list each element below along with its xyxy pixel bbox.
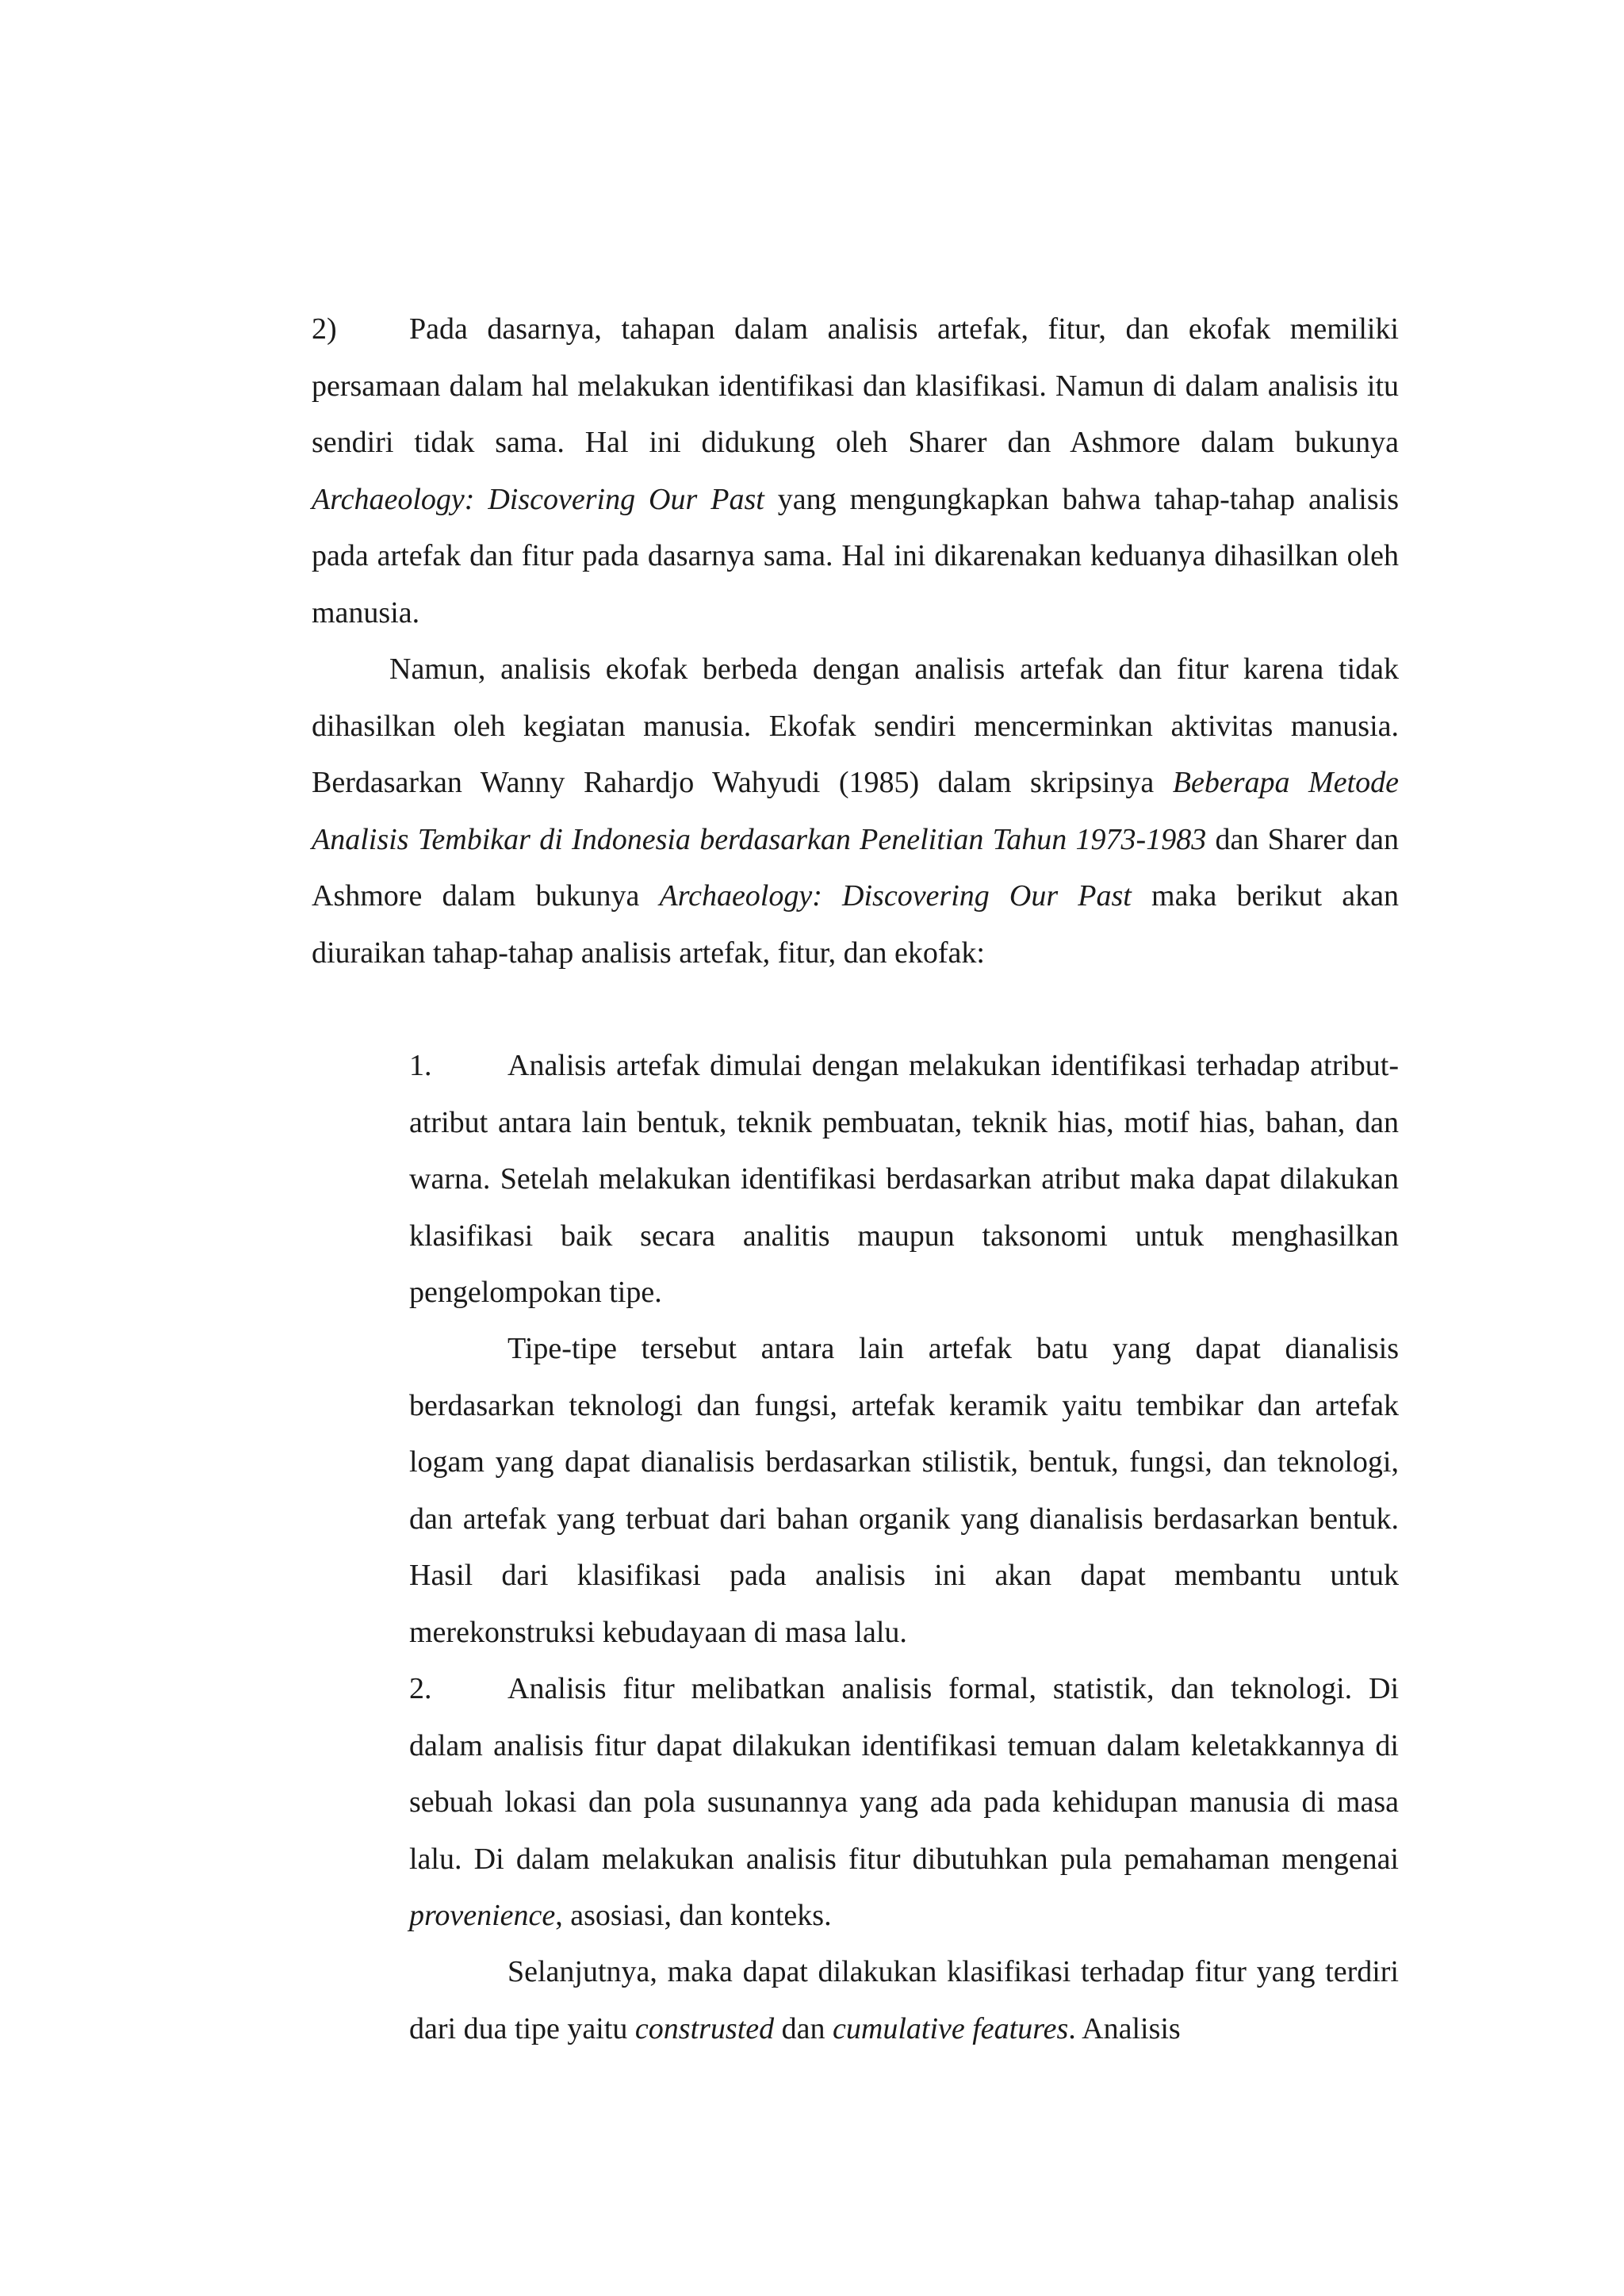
list-item-2-paragraph-2-text-part-2: dan <box>774 2011 833 2045</box>
list-item-2-paragraph-2 <box>409 1944 1399 2057</box>
ekofak-paragraph <box>312 641 1399 982</box>
ekofak-text-part-1: Namun, analisis ekofak berbeda dengan analisis artefak dan fitur karena tidak dihasilkan oleh kegiatan manusia. Ekofak sendiri mencerminkan aktivitas manusia. Berdasarkan Wanny Rahardjo Wahyudi (1985) dalam skripsinya <box>312 652 1399 799</box>
list-item-1-paragraph-2 <box>409 1321 1399 1661</box>
list-item-number: 1. <box>409 1049 432 1082</box>
list-item-1-paragraph-2-text: Tipe-tipe tersebut antara lain artefak batu yang dapat dianalisis berdasarkan teknologi dan fungsi, artefak keramik yaitu tembikar dan artefak logam yang dapat dianalisis berdasarkan stilistik, bentuk, fungsi, dan teknologi, dan artefak yang terbuat dari bahan organik yang dianalisis berdasarkan bentuk. Hasil dari klasifikasi pada analisis ini akan dapat membantu untuk merekonstruksi kebudayaan di masa lalu. <box>409 1332 1399 1649</box>
section-2-paragraph <box>312 301 1399 641</box>
ekofak-text-part-2: dan Sharer dan Ashmore dalam bukunya <box>312 822 1399 913</box>
ekofak-text-part-3: maka berikut akan diuraikan tahap-tahap analisis artefak, fitur, dan ekofak: <box>312 879 1399 970</box>
section-2-text-part-1: Pada dasarnya, tahapan dalam analisis artefak, fitur, dan ekofak memiliki persamaan dalam hal melakukan identifikasi dan klasifikasi. Namun di dalam analisis itu sendiri tidak sama. Hal ini didukung oleh Sharer dan Ashmore dalam bukunya <box>312 312 1399 459</box>
list-item-number: 2. <box>409 1672 432 1705</box>
list-item-2-text-part-1: Analisis fitur melibatkan analisis formal, statistik, dan teknologi. Di dalam analisis fitur dapat dilakukan identifikasi temuan dalam keletakkannya di sebuah lokasi dan pola susunannya yang ada pada kehidupan manusia di masa lalu. Di dalam melakukan analisis fitur dibutuhkan pula pemahaman mengenai <box>409 1672 1399 1876</box>
list-item-1-text: Analisis artefak dimulai dengan melakukan identifikasi terhadap atribut-atribut antara lain bentuk, teknik pembuatan, teknik hias, motif hias, bahan, dan warna. Setelah melakukan identifikasi berdasarkan atribut maka dapat dilakukan klasifikasi baik secara analitis maupun taksonomi untuk menghasilkan pengelompokan tipe. <box>409 1049 1399 1309</box>
book-title: Archaeology: Discovering Our Past <box>659 879 1132 913</box>
section-number: 2) <box>312 312 337 346</box>
section-2-text-part-2: yang mengungkapkan bahwa tahap-tahap analisis pada artefak dan fitur pada dasarnya sama. Hal ini dikarenakan keduanya dihasilkan oleh manusia. <box>312 482 1399 629</box>
book-title: Archaeology: Discovering Our Past <box>312 482 764 516</box>
term-provenience: provenience <box>409 1899 556 1932</box>
thesis-title: Beberapa Metode Analisis Tembikar di Indonesia berdasarkan Penelitian Tahun 1973-1983 <box>312 766 1399 856</box>
term-constructed: construsted <box>634 2011 775 2045</box>
list-item-1 <box>409 1038 1399 1322</box>
list-item-2-text-part-2: , asosiasi, dan konteks. <box>555 1899 832 1932</box>
list-item-2-paragraph-2-text-part-1: Selanjutnya, maka dapat dilakukan klasifikasi terhadap fitur yang terdiri dari dua tipe yaitu <box>409 1955 1399 2045</box>
list-item-2-paragraph-2-text-part-3: . Analisis <box>1068 2011 1181 2045</box>
list-item-2 <box>409 1661 1399 1945</box>
term-cumulative-features: cumulative features <box>833 2011 1069 2045</box>
